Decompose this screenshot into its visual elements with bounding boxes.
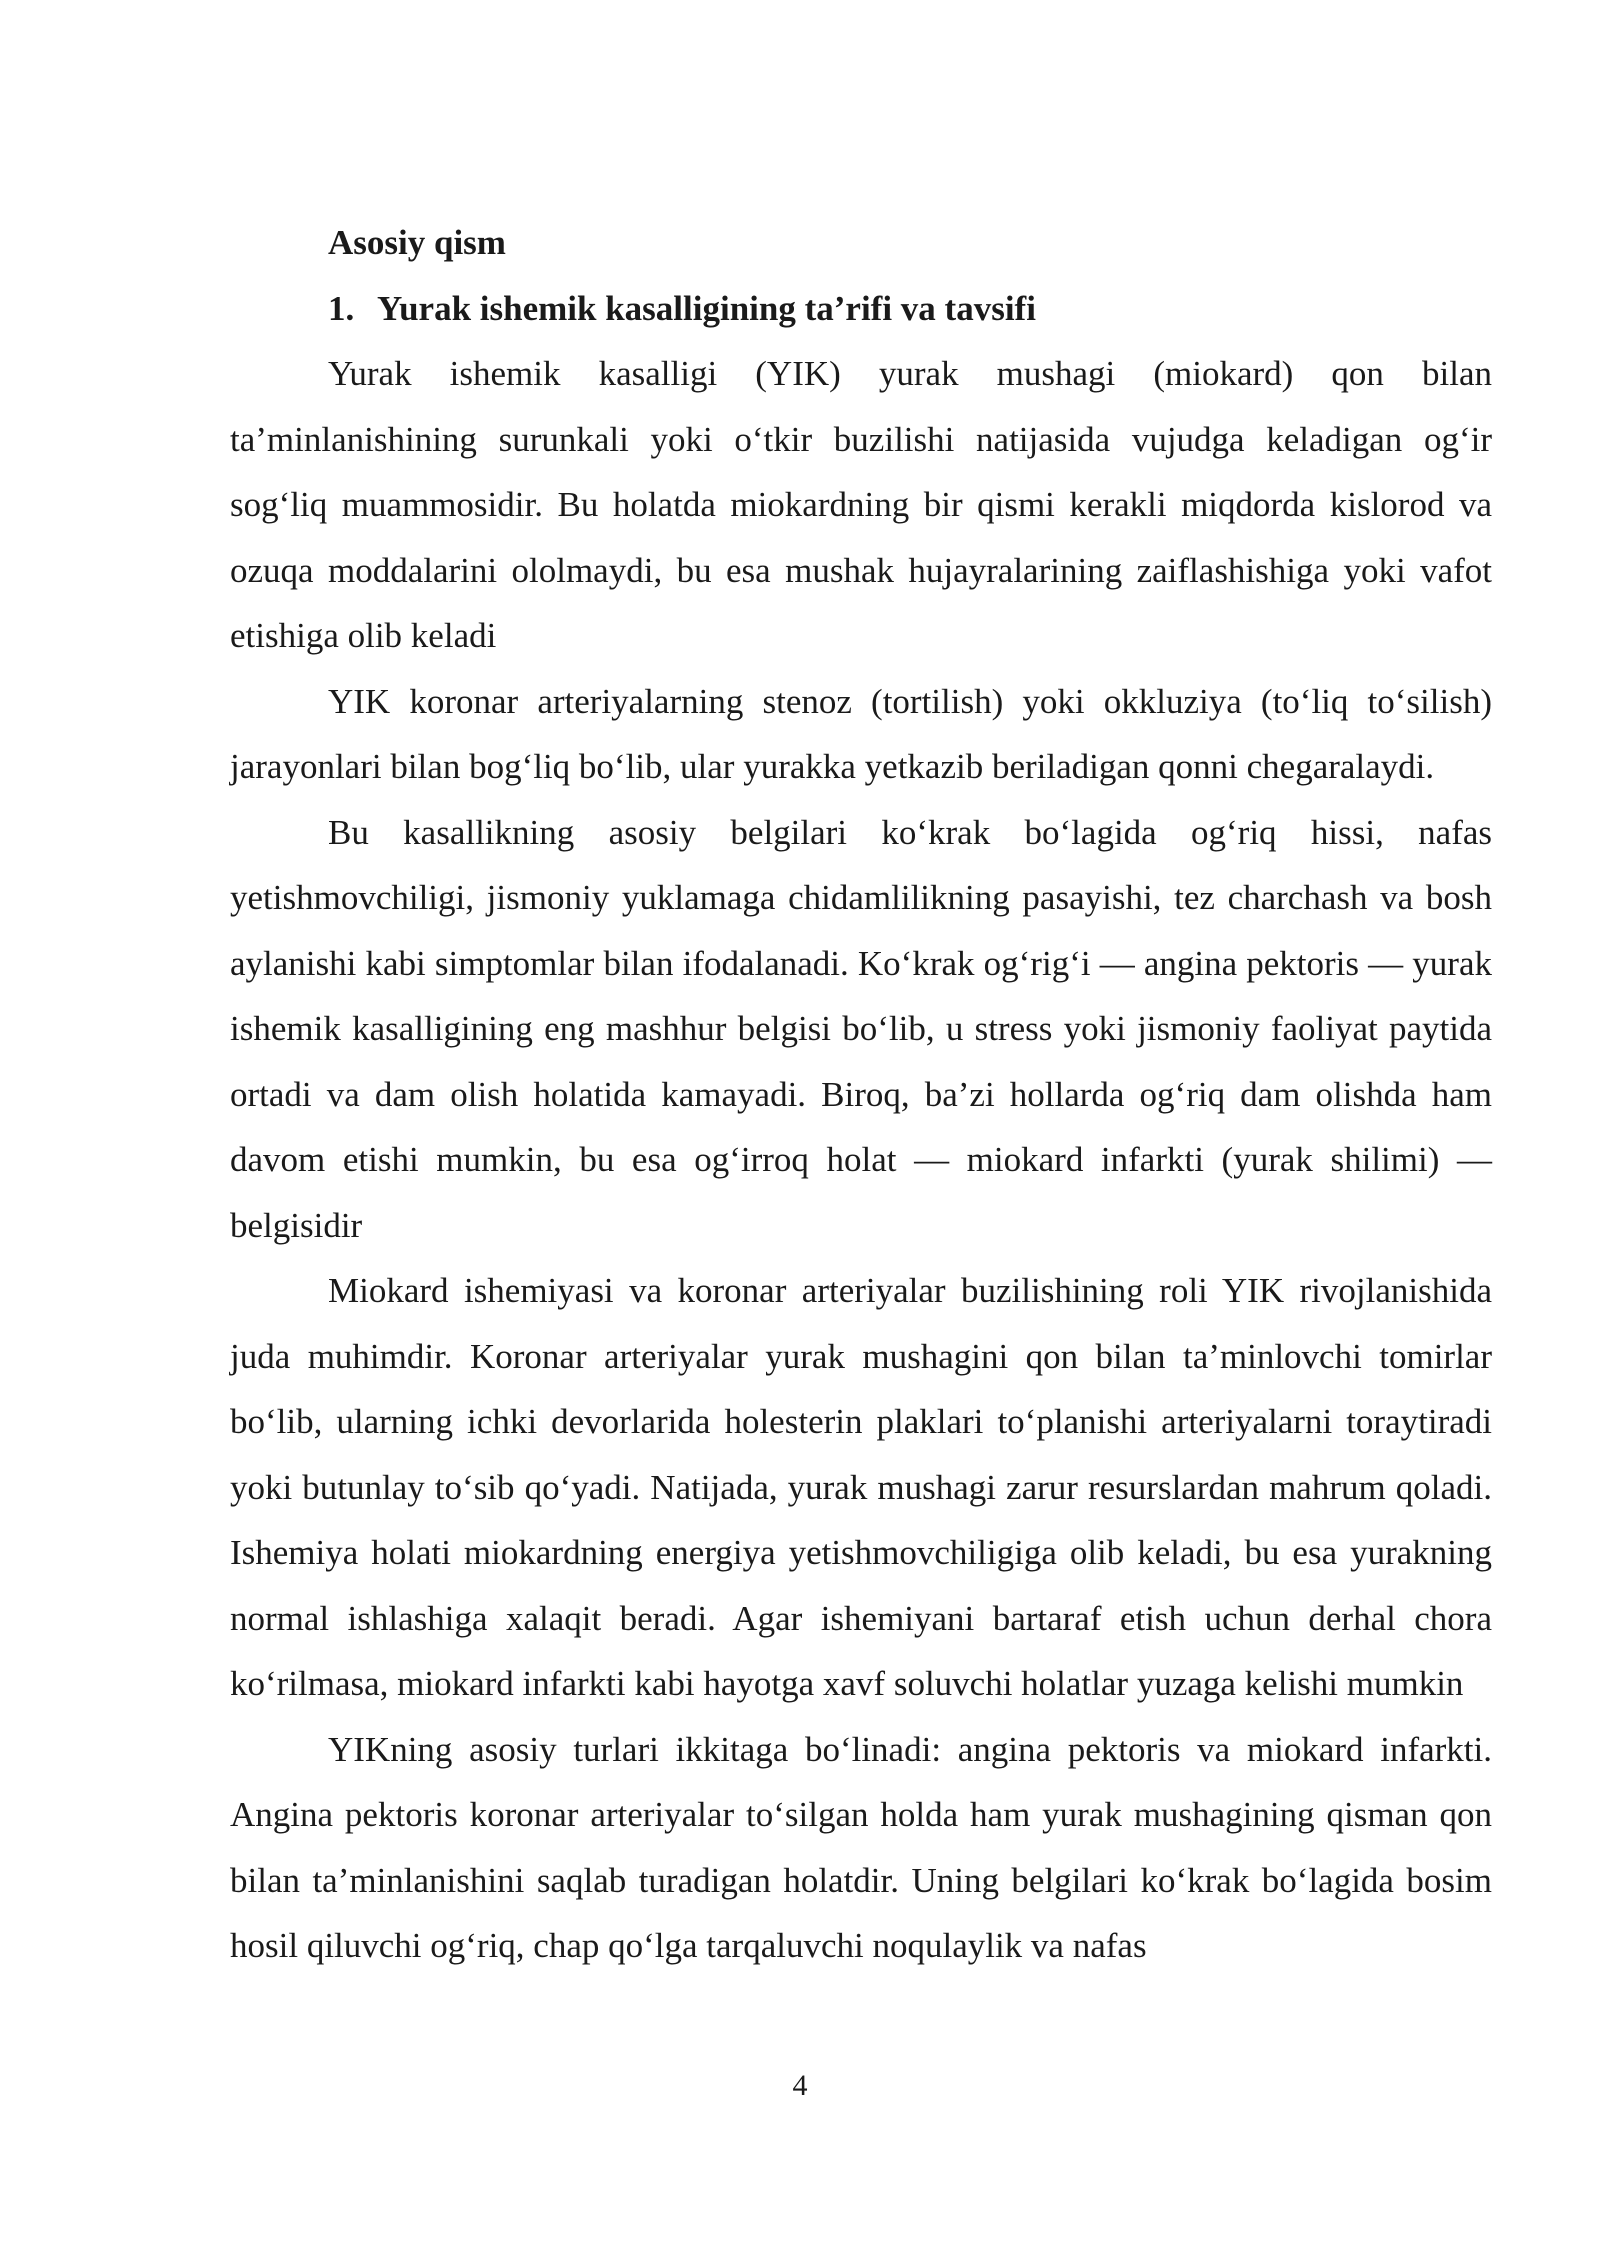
paragraph: YIKning asosiy turlari ikkitaga bo‘linadi: angina pektoris va miokard infarkti. Angina pektoris koronar arteriyalar to‘silgan holda ham yurak mushagining qisman qon bilan ta’minlanishini saqlab turadigan holatdir. Uning belgilari ko‘krak bo‘lagida bosim hosil qiluvchi og‘riq, chap qo‘lga tarqaluvchi noqulaylik va nafas (230, 1729, 1492, 1965)
page-number: 4 (792, 2069, 808, 2102)
subsection-number: 1. (328, 288, 355, 328)
paragraph: Bu kasallikning asosiy belgilari ko‘krak bo‘lagida og‘riq hissi, nafas yetishmovchiligi, jismoniy yuklamaga chidamlilikning pasayishi, tez charchash va bosh aylanishi kabi simptomlar bilan ifodalanadi. Ko‘krak og‘rig‘i — angina pektoris — yurak ishemik kasalligining eng mashhur belgisi bo‘lib, u stress yoki jismoniy faoliyat paytida ortadi va dam olish holatida kamayadi. Biroq, ba’zi hollarda og‘riq dam olishda ham davom etishi mumkin, bu esa og‘irroq holat — miokard infarkti (yurak shilimi) — belgisidir (230, 812, 1492, 1245)
section-title: Asosiy qism (328, 223, 506, 262)
paragraph: Yurak ishemik kasalligi (YIK) yurak mushagi (miokard) qon bilan ta’minlanishining surunkali yoki o‘tkir buzilishi natijasida vujudga keladigan og‘ir sog‘liq muammosidir. Bu holatda miokardning bir qismi kerakli miqdorda kislorod va ozuqa moddalarini ololmaydi, bu esa mushak hujayralarining zaiflashishiga yoki vafot etishiga olib keladi (230, 354, 1492, 655)
subsection-title: Yurak ishemik kasalligining ta’rifi va tavsifi (377, 288, 1036, 328)
document-page (230, 210, 1492, 1979)
paragraph: Miokard ishemiyasi va koronar arteriyalar buzilishining roli YIK rivojlanishida juda muhimdir. Koronar arteriyalar yurak mushagini qon bilan ta’minlovchi tomirlar bo‘lib, ularning ichki devorlarida holesterin plaklari to‘planishi arteriyalarni toraytiradi yoki butunlay to‘sib qo‘yadi. Natijada, yurak mushagi zarur resurslardan mahrum qoladi. Ishemiya holati miokardning energiya yetishmovchiligiga olib keladi, bu esa yurakning normal ishlashiga xalaqit beradi. Agar ishemiyani bartaraf etish uchun derhal chora ko‘rilmasa, miokard infarkti kabi hayotga xavf soluvchi holatlar yuzaga kelishi mumkin (230, 1271, 1492, 1703)
paragraph: YIK koronar arteriyalarning stenoz (tortilish) yoki okkluziya (to‘liq to‘silish) jarayonlari bilan bog‘liq bo‘lib, ular yurakka yetkazib beriladigan qonni chegaralaydi. (230, 681, 1492, 786)
subsection-heading (230, 276, 1492, 342)
